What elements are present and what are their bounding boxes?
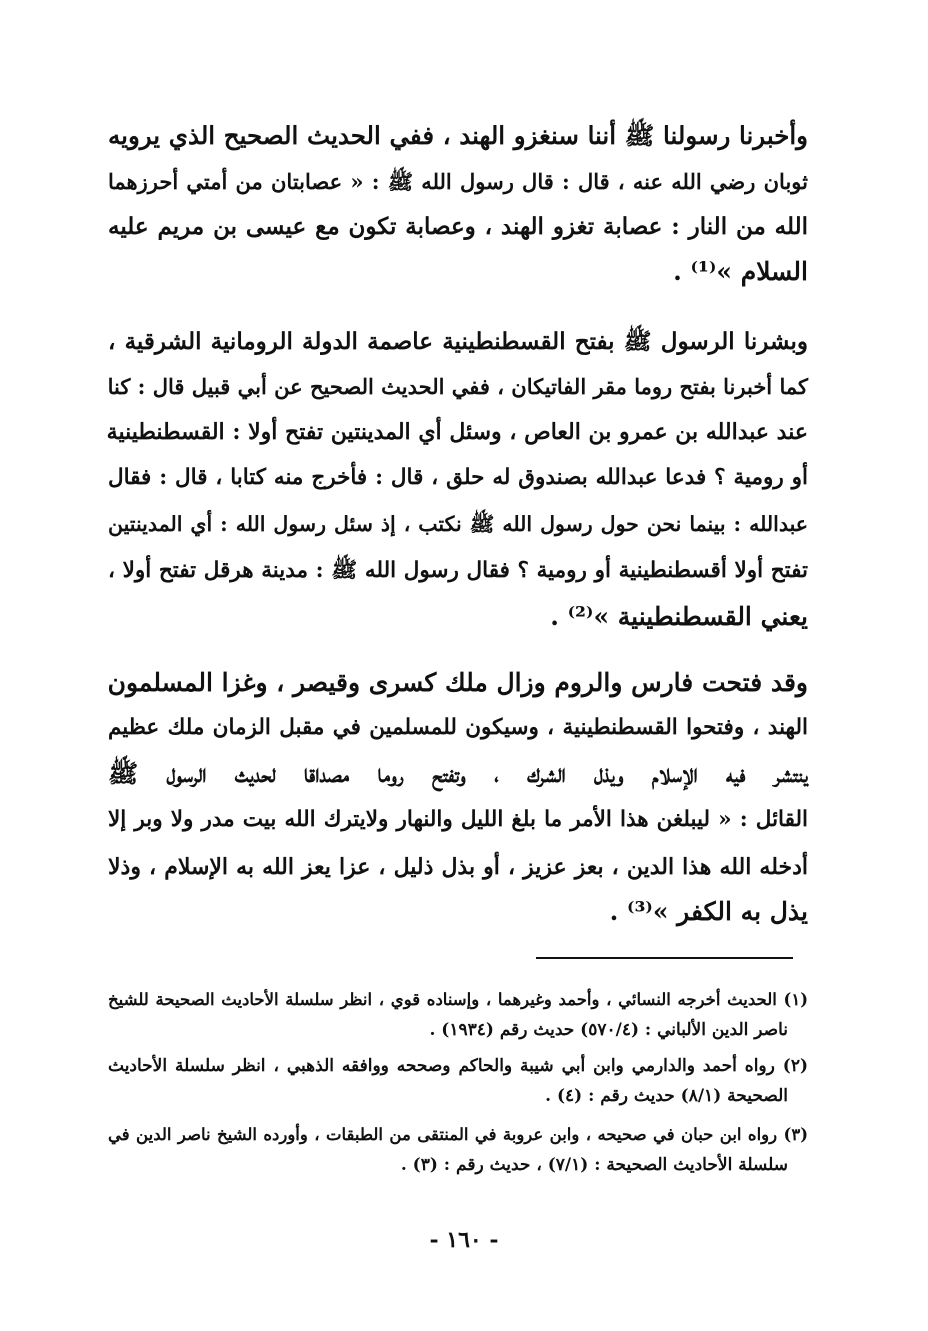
footnote-line: (٢) رواه أحمد والدارمي وابن أبي شيبة والحاكم وصححه ووافقه الذهبي ، انظر سلسلة الأحاديث — [108, 1056, 808, 1076]
body-line: عند عبدالله بن عمرو بن العاص ، وسئل أي المدينتين تفتح أولا : القسطنطينية — [106, 419, 808, 445]
body-line: عبدالله : بينما نحن حول رسول الله ﷺ نكتب ، إذ سئل رسول الله : أي المدينتين — [108, 512, 808, 536]
body-line: كما أخبرنا بفتح روما مقر الفاتيكان ، ففي الحديث الصحيح عن أبي قبيل قال : كنا — [107, 374, 808, 399]
body-line: القائل : « ليبلغن هذا الأمر ما بلغ الليل والنهار ولايترك الله بيت مدر ولا وبر إلا — [108, 807, 808, 832]
body-line: يذل به الكفر »⁽³⁾ . — [609, 897, 808, 926]
footnote-line: الصحيحة (٨/١) حديث رقم : (٤) . — [545, 1086, 788, 1106]
page-number: - ١٦٠ - — [429, 1227, 499, 1253]
body-line: أدخله الله هذا الدين ، بعز عزيز ، أو بذل ذليل ، عزا يعز الله به الإسلام ، وذلا — [108, 854, 808, 880]
body-line: وقد فتحت فارس والروم وزال ملك كسرى وقيصر ، وغزا المسلمون — [107, 668, 808, 697]
body-line: الهند ، وفتحوا القسطنطينية ، وسيكون للمسلمين في مقبل الزمان ملك عظيم — [108, 715, 808, 740]
body-line: ثوبان رضي الله عنه ، قال : قال رسول الله ﷺ : « عصابتان من أمتي أحرزهما — [108, 169, 808, 194]
body-line: السلام »⁽¹⁾ . — [673, 257, 808, 286]
body-line: ينتشر فيه الإسلام ويذل الشرك ، وتفتح روما مصداقا لحديث الرسول ﷺ — [108, 759, 808, 788]
footnote-line: سلسلة الأحاديث الصحيحة : (٧/١) ، حديث رقم : (٣) . — [400, 1155, 788, 1175]
footnote-line: ناصر الدين الألباني : (٥٧٠/٤) حديث رقم (١٩٣٤) . — [429, 1020, 788, 1040]
footnote-line: (١) الحديث أخرجه النسائي ، وأحمد وغيرهما ، وإسناده قوي ، انظر سلسلة الأحاديث الصحيحة للشيخ — [108, 990, 808, 1009]
body-line: وأخبرنا رسولنا ﷺ أننا سنغزو الهند ، ففي الحديث الصحيح الذي يرويه — [108, 121, 808, 150]
body-line: تفتح أولا أقسطنطينية أو رومية ؟ فقال رسول الله ﷺ : مدينة هرقل تفتح أولا ، — [108, 558, 808, 583]
body-line: يعني القسطنطينية »⁽²⁾ . — [550, 602, 808, 631]
footnote-line: (٣) رواه ابن حبان في صحيحه ، وابن عروبة في المنتقى من الطبقات ، وأورده الشيخ ناصر الدين في — [108, 1125, 808, 1144]
body-line: وبشرنا الرسول ﷺ بفتح القسطنطينية عاصمة الدولة الرومانية الشرقية ، — [108, 328, 808, 355]
footnote-separator — [536, 957, 793, 959]
body-line: أو رومية ؟ فدعا عبدالله بصندوق له حلق ، قال : فأخرج منه كتابا ، قال : فقال — [108, 465, 808, 490]
body-line: الله من النار : عصابة تغزو الهند ، وعصابة تكون مع عيسى بن مريم عليه — [108, 213, 808, 240]
